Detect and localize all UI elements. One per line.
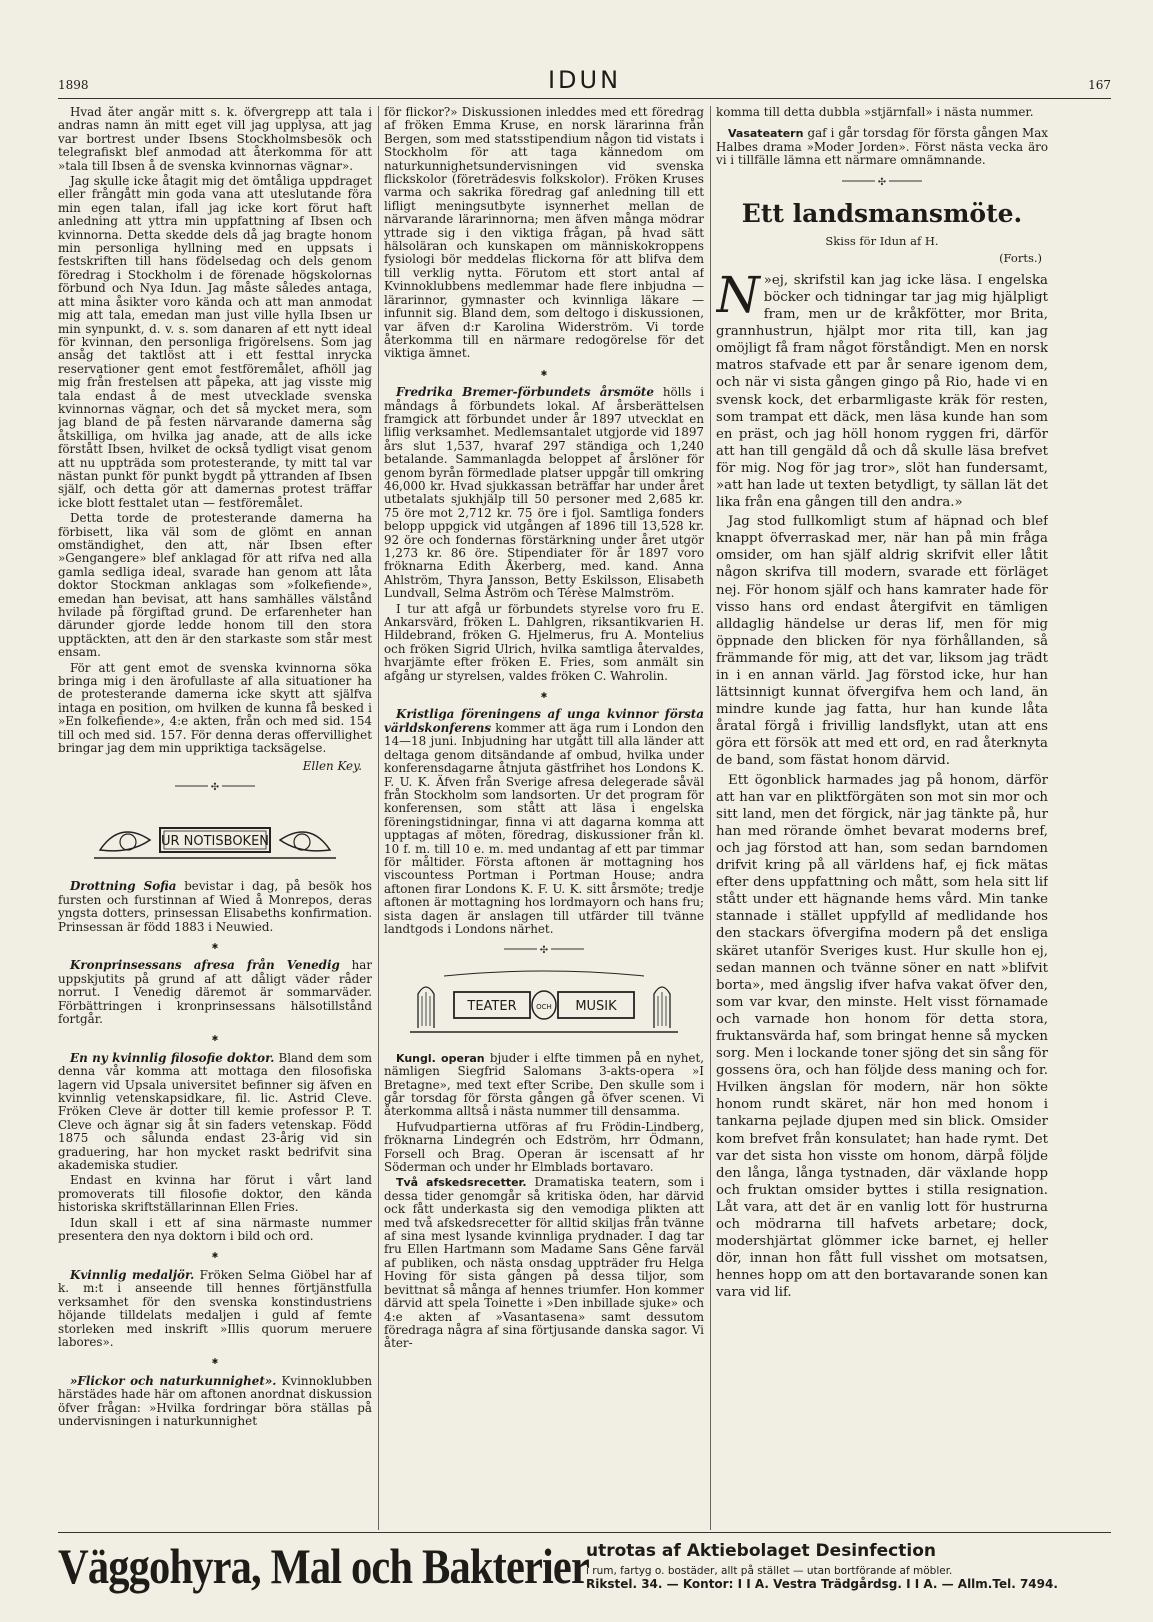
story-paragraph: Ett ögonblick harmades jag på honom, därför att han var en pliktförgäten son mot sin mor och sitt land, men det förgick, när jag tänkte på, hur han med rörande ömhet bevarat moderns bref, och jag förstod att han, som sedan barndomen drifvit kring på all världens haf, ej fick mätas efter dens uppfattning och mått, som hela sitt lif stått under ett hägnande hems vård. Min tanke stannade i stället uppfylld af medlidande hos den stackars öfvergifna modern på det ensliga skäret utanför Sveriges kust. Hur skulle hon ej, sedan mannen och tvänne söner en natt »blifvit borta», med ängslig ifver hafva vakat öfver den, som var kvar, den minste. Helt visst förnamade och varnade hon honom för detta stora, fruktansvärda haf, som bringat henne så mycken sorg. Men i lockande toner sjöng det sin sång för gossens öra, och han följde dess maning och for. Hvilken ängslan för modern, när hon sökte honom rundt skäret, när hon med honom i tankarna pejlade djupen med sin blick. Omsider kom brefvet från konsulatet; han hade rymt. Det var det sista hon visste om honom, därpå följde den långa, långa tystnaden, där växlande hopp och fruktan omsider byttes i stilla resignation. Låt vara, att det är en vanlig lott för hustrurna och mödrarna till hafvets arbetare; dock, modershjärtat glömmer icke barnet, ej heller dör, innan hon fått full visshet om motsatsen, hennes hopp om att den bortavarande sonen kan vara vid lif. (716, 772, 1048, 1301)
story-body (716, 265, 1048, 1302)
article-paragraph: I tur att afgå ur förbundets styrelse voro fru E. Ankarsvärd, fröken L. Dahlgren, riksantikvarien H. Hildebrand, fröken G. Hjelmerus, fru A. Montelius och fröken Sigrid Ulrich, hvilka samtliga återvaldes, hvarjämte efter fröken E. Fries, som anmält sin afgång ur styrelsen, valdes fröken C. Wahrolin. (384, 601, 704, 683)
article-paragraph: Hvad åter angår mitt s. k. öfvergrepp att tala i andras namn än mitt eget vill jag upplysa, att jag var bortrest under Ibsens Stockholmsbesök och telegrafiskt blef anmodad att återkomma för att »tala till Ibsen å de svenska kvinnornas vägnar». (58, 106, 372, 173)
story-title: Ett landsmansmöte. (741, 199, 1023, 229)
drop-cap: N (716, 265, 760, 324)
notice (384, 1052, 704, 1119)
notice-title: Kvinnlig medaljör. (70, 1267, 195, 1282)
banner-label-mid: OCH (536, 1002, 552, 1011)
ad-contact-line: Rikstel. 34. — Kontor: I I A. Vestra Trädgårdsg. I I A. — Allm.Tel. 7494. (586, 1577, 1058, 1591)
story-byline: Skiss för Idun af H. (825, 234, 939, 249)
story-paragraph: Jag stod fullkomligt stum af häpnad och blef knappt öfverraskad mer, när han på min fråga omsider, om han själf aldrig skrifvit eller låtit någon skrifva till modern, svarade ett förläget nej. För honom själf och hans kamrater hade för visso hans ord endast återgifvit en tämligen alldaglig händelse ur deras lif, men för mig öppnade den blicken för nya förhållanden, så främmande för mig, att det var, liksom jag trädt in i en annan värld. Jag förstod icke, hur han lättsinnigt kunnat öfvergifva hem och land, än mindre kunde jag fatta, hur han kunde låta åratal förgå i frivillig landsflykt, utan att ens göra ett försök att med ett ord, en rad återknyta de band, som fästat honom därvid. (716, 514, 1048, 769)
section-banner-teater-och-musik (404, 968, 684, 1038)
notice-title: Kronprinsessans afresa från Venedig (70, 958, 340, 973)
story-continued: (Forts.) (999, 251, 1042, 266)
star-separator: ✱ (211, 1034, 219, 1044)
ornament-divider (58, 781, 372, 794)
notice-text: Fröken Selma Giöbel har af k. m:t i anseende till hennes förtjänstfulla verksamhet för den svenska konstindustriens höjande tilldelats medaljen i guld af femte storleken med inskrift »Illis quorum meruere labores». (58, 1267, 372, 1349)
notice-text: kommer att äga rum i London den 14—18 juni. Inbjudning har utgått till alla länder att deltaga genom ditsändande af ombud, hvilka under konferensdagarne åtnjuta gästfrihet hos Londons K. F. U. K. Äfven från Sverige afresa delegerade såväl från Stockholm som landsorten. Ur det program för konferensen, som stått att läsa i engelska föreningstidningar, finna vi att dagarna komma att upptagas af möten, föredrag, diskussioner från kl. 10 f. m. till 10 e. m. med undantag af ett par timmar för måltider. Första aftonen är mottagning hos viscountess Portman i Portman House; andra aftonen firar Londons K. F. U. K. sitt årsmöte; tredje aftonen är mottagning hos lordmayorn och hans fru; sista dagen är anslagen till utfärder till tvänne landtgods i Londons närhet. (384, 720, 704, 936)
article-paragraph: Endast en kvinna har förut i vårt land promoverats till filosofie doktor, den kända historiska skriftställarinnan Ellen Fries. (58, 1173, 372, 1215)
ornament-divider (716, 176, 1048, 189)
article-paragraph: Idun skall i ett af sina närmaste nummer presentera den nya doktorn i bild och ord. (58, 1215, 372, 1244)
banner-label-right: MUSIK (575, 998, 617, 1014)
svg-text:✣: ✣ (539, 945, 549, 955)
ad-details (586, 1541, 1106, 1591)
column-1 (58, 106, 372, 1530)
notice (58, 1375, 372, 1429)
notice-text: Dramatiska teatern, som i dessa tider genomgår så kritiska öden, har därvid ock fått underkasta sig den vemodiga plikten att med två afskedsrecetter för alltid skiljas från tvänne af sina mest lysande kvinnliga prydnader. I dag tar fru Ellen Hartmann som Madame Sans Gêne farväl af publiken, och nästa onsdag uppträder fru Helga Hoving för sista gången på dessa tiljor, som bevittnat så många af hennes triumfer. Hon kommer därvid att spela Toinette i »Den inbillade sjuke» och 4:e akten af »Vasantasena» samt dessutom föredraga några af sina förtjusande danska sagor. Vi åter- (384, 1175, 704, 1351)
notice (716, 127, 1048, 167)
notice-text: bevistar i dag, på besök hos fursten och furstinnan af Wied å Monrepos, deras yngsta dotters, prinsessan Elisabeths konfirmation. Prinsessan är född 1883 i Neuwied. (58, 879, 372, 934)
notice-text: bjuder i elfte timmen på en nyhet, nämligen Siegfrid Salomans 3-akts-opera »I Bretagne», med text efter Scribe. Den skulle som i går torsdag för första gången gå öfver scenen. Vi återkomma alltså i nästa nummer till densamma. (384, 1050, 704, 1119)
advertisement (58, 1532, 1111, 1605)
notice-title: Drottning Sofia (70, 879, 177, 894)
article-paragraph: Detta torde de protesterande damerna ha förbisett, lika väl som de glömt en annan omständighet, den att, när Ibsen efter »Gengangere» blef anklagad för att rifva ned alla gamla sedliga ideal, svarade han genom att låta doktor Stockman anklagas som »folkefiende», emedan han bevisat, att hans samhälles välstånd hvilade på förgiftad grund. De erfarenheter han därunder gjorde ledde honom till den stora upptäckten, att den är den starkaste som står mest ensam. (58, 511, 372, 660)
notice-title: Vasateatern (728, 127, 804, 141)
star-separator: ✱ (211, 1357, 219, 1367)
article-paragraph: för flickor?» Diskussionen inleddes med ett föredrag af fröken Emma Kruse, en norsk lärarinna från Bergen, som med statsstipendium någon tid vistats i Stockholm för att taga kännedom om naturkunnighetsundervisningen vid svenska flickskolor (företrädesvis folkskolor). Fröken Kruses varma och sakrika föredrag gaf anledning till ett lifligt meningsutbyte isynnerhet mellan de närvarande lärarinnorna; men äfven många mödrar yttrade sig i den viktiga frågan, på hvad sätt hälsoläran och kunskapen om människokroppens fysiologi bör meddelas flickorna för att blifva dem till verklig nytta. Förutom ett stort antal af Kvinnoklubbens medlemmar hade flere inbjudna — lärarinnor, gymnaster och kvinnliga läkare — infunnit sig. Bland dem, som deltogo i diskussionen, var äfven d:r Karolina Widerström. Vi torde återkomma till en närmare redogörelse för det viktiga ämnet. (384, 106, 704, 361)
notice-text: Kvinnoklubben härstädes hade här om aftonen anordnat diskussion öfver frågan: »Hvilka fordringar böra ställas på undervisningen i naturkunnighet (58, 1373, 372, 1428)
masthead-title: IDUN (547, 66, 622, 94)
banner-label-left: TEATER (467, 998, 517, 1014)
notice-text: har uppskjutits på grund af att dåligt väder råder norrut. I Venedig däremot är sommarväder. Förbättringen i kronprinsessans hälsotillstånd fortgår. (58, 958, 372, 1026)
column-divider (378, 106, 379, 1530)
star-separator: ✱ (211, 1251, 219, 1261)
notice (58, 1052, 372, 1173)
svg-text:✣: ✣ (210, 781, 220, 791)
notice (384, 386, 704, 601)
notice (384, 708, 704, 936)
column-2 (384, 106, 704, 1530)
star-separator: ✱ (211, 941, 219, 951)
notice (58, 880, 372, 934)
header-rule (58, 98, 1111, 99)
notice-title: »Flickor och naturkunnighet». (70, 1373, 277, 1388)
page-header (58, 64, 1111, 98)
ornament-divider (384, 944, 704, 957)
notice (58, 959, 372, 1026)
ad-service-line: i rum, fartyg o. bostäder, allt på stället — utan bortförande af möbler. (586, 1565, 953, 1577)
article-paragraph: Jag skulle icke åtagit mig det ömtåliga uppdraget eller frångått min goda vana att uteslutande föra min egen talan, ifall jag icke kort förut haft anledning att yttra min uppfattning af Ibsen och kvinnorna. Detta skedde dels då jag bragte honom min personliga hyllning med en uppsats i festskriften till hans födelsedag och dels genom föredrag i Stockholm i de förenade högskolornas förbund och Nya Idun. Jag måste således antaga, att mina åsikter voro kända och att man anmodat mig att tala, emedan man just ville hylla Ibsen ur min synpunkt, d. v. s. som danaren af ett nytt ideal för kvinnan, den personliga frigörelsens. Som jag ansåg det taktlöst att i ett festtal inrycka reservationer gent emot festföremålet, afhöll jag mig från frestelsen att påpeka, att jag visste mig tala endast å de mest utvecklade svenska kvinnornas vägnar, och det så mycket mera, som jag bland de på festen närvarande damerna såg åtskilliga, om hvilka jag anade, att de alls icke förstått Ibsen, hvilket de också tydligt visat genom att nu uppträda som protesterande, ty mitt tal var nästan punkt för punkt bygdt på yttranden af Ibsen själf, och detta gör att damernas protest träffar icke blott festtalet utan — festföremålet. (58, 174, 372, 510)
svg-text:✣: ✣ (877, 176, 887, 186)
header-page-number: 167 (1088, 78, 1111, 92)
drop-quote: » (763, 272, 772, 288)
article-paragraph: För att gent emot de svenska kvinnorna söka bringa mig i den ärofullaste af alla situationer ha de protesterande damerna icke skytt att själfva intaga en position, om hvilken de kunna få besked i »En folkefiende», 4:e akten, från och med sid. 154 till och med sid. 157. För denna deras offervillighet bringar jag dem min uppriktiga tacksägelse. (58, 660, 372, 756)
notice-title: Fredrika Bremer-förbundets årsmöte (396, 385, 654, 400)
story-text: ej, skrifstil kan jag icke läsa. I engelska böcker och tidningar tar jag mig hjälpligt fram, men ur de kråkfötter, mor Brita, grannhustrun, hjälpt mor rita till, kan jag omöjligt få fram något förståndigt. Men en norsk matros stafvade ett par år senare igenom dem, och när vi sista gången gingo på Rio, hade vi en svensk kock, det erbarmligaste kräk för resten, som trampat ett däck, men läsa kunde han som en präst, och jag höll honom ryggen fri, därför att han till gengäld då och då skulle läsa brefvet för mig. Nog för jag tror», slöt han fundersamt, »att han lade ut texten betydligt, ty sällan lät det lika från ena gången till den andra.» (716, 272, 1048, 511)
article-paragraph: Hufvudpartierna utföras af fru Frödin-Lindberg, fröknarna Lindegrén och Edström, hrr Ödmann, Forsell och Brag. Operan är iscensatt af hr Söderman och under hr Elmblads bortavaro. (384, 1119, 704, 1175)
ad-company-line: utrotas af Aktiebolaget Desinfection (586, 1541, 936, 1561)
notice-title: Kungl. operan (396, 1051, 485, 1065)
article-signature: Ellen Key. (302, 758, 362, 773)
header-year: 1898 (58, 78, 89, 92)
section-banner-notisboken (90, 810, 340, 864)
article-paragraph: komma till detta dubbla »stjärnfall» i nästa nummer. (716, 106, 1034, 119)
notice-title: Kristliga föreningens af unga kvinnor första världskonferens (384, 707, 704, 735)
star-separator: ✱ (540, 368, 548, 378)
notice (58, 1269, 372, 1349)
notice-title: En ny kvinnlig filosofie doktor. (70, 1050, 275, 1065)
column-3 (716, 106, 1048, 1530)
notice-text: gaf i går torsdag för första gången Max Halbes drama »Moder Jorden». Först nästa vecka äro vi i tillfälle lämna ett närmare omnämnande. (716, 126, 1048, 168)
notice-text: hölls i måndags å förbundets lokal. Af årsberättelsen framgick att förbundet under år 1897 utvecklat en liflig verksamhet. Medlemsantalet utgjorde vid 1897 års slut 1,537, hvaraf 297 ständiga och 1,240 betalande. Sammanlagda beloppet af årslöner för genom byrån förmedlade platser uppgår till omkring 46,000 kr. Hvad sjukkassan beträffar har under året utbetalats sjukhjälp till 50 personer med 2,685 kr. 75 öre mot 2,712 kr. 75 öre i fjol. Samtliga fonders belopp uppgick vid utgången af 1896 till 13,528 kr. 92 öre och fondernas förstärkning under året utgör 1,273 kr. 86 öre. Stipendiater för år 1897 voro fröknarna Edith Åkerberg, med. kand. Anna Ahlström, Thyra Jansson, Betty Eskilsson, Elisabeth Lundvall, Selma Åström och Térèse Malmström. (384, 385, 704, 601)
star-separator: ✱ (540, 691, 548, 701)
banner-label: UR NOTISBOKEN (160, 834, 270, 850)
story-paragraph (716, 265, 1048, 511)
ad-headline: Väggohyra, Mal och Bakterier (58, 1538, 589, 1594)
notice-title: Två afskedsrecetter. (396, 1176, 527, 1190)
column-divider (710, 106, 711, 1530)
notice (384, 1176, 704, 1350)
notice-text: Bland dem som denna vår komma att mottaga den filosofiska lagern vid Upsala universitet befinner sig äfven en kvinnlig vetenskapsidkare, fil. lic. Astrid Cleve. Fröken Cleve är dotter till kemie professor P. T. Cleve och ägnar sig åt sin faders vetenskap. Född 1875 och sålunda endast 23-årig vid sin graduering, har hon mycket raskt bedrifvit sina akademiska studier. (58, 1050, 372, 1173)
